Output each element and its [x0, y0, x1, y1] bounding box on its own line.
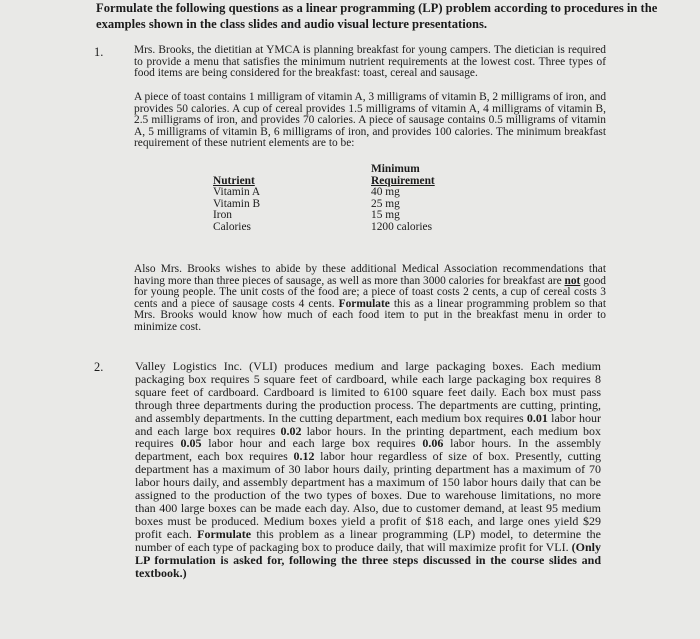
q2-bold-6: Formulate — [197, 526, 252, 541]
table-top-label: Minimum — [371, 163, 420, 175]
requirement-cell: 1200 calories — [371, 220, 433, 233]
question-2-number: 2. — [94, 360, 104, 374]
table-row — [213, 199, 491, 211]
q2-text-3: labor hours. In the printing department, each medium box requires — [135, 423, 602, 451]
nutrient-cell: Vitamin B — [213, 197, 261, 210]
requirement-col-header: Requirement — [371, 174, 435, 187]
requirement-cell: 25 mg — [371, 197, 400, 210]
question-1-number: 1. — [94, 45, 104, 59]
q2-text-4: labor hour and each large box requires — [201, 436, 423, 451]
q2-text-1: Valley Logistics Inc. (VLI) produces medium and large packaging boxes. Each medium packaging box requires 5 square feet of cardboard, while each large packaging box requires 8 square feet of cardboard. Cardboard is limited to 6100 square feet daily. Each box must pass through three departments during the production process. The departments are cutting, printing, and assembly departments. In the cutting department, each medium box requires — [135, 359, 601, 425]
q2-bold-3: 0.05 — [180, 436, 202, 451]
nutrient-col-header: Nutrient — [213, 174, 255, 187]
q1-para3-text-b: good for young people. The unit costs of the food are; a piece of toast costs 2 cents, a cup of cereal costs 3 cents and a piece of sausage costs 4 cents. — [134, 274, 606, 310]
question-2-paragraph — [135, 360, 601, 579]
table-row — [213, 210, 491, 222]
q2-bold-1: 0.01 — [526, 410, 548, 425]
nutrient-requirements-table — [213, 164, 491, 234]
requirement-cell: 15 mg — [371, 209, 400, 222]
q2-text-7: this problem as a linear programming (LP) model, to determine the number of each type of packaging box to produce daily, that will maximize profit for VLI. — [135, 526, 602, 554]
q2-bold-4: 0.06 — [422, 436, 444, 451]
q1-para3-text-a: Also Mrs. Brooks wishes to abide by these additional Medical Association recommendations that having more than three pieces of sausage, as well as more than 3000 calories for breakfast are — [134, 263, 606, 287]
q1-para3-formulate: Formulate — [338, 297, 390, 310]
requirement-cell: 40 mg — [371, 186, 400, 199]
question-1-paragraph-3 — [134, 264, 606, 334]
question-1-paragraph-2 — [134, 92, 606, 150]
nutrient-cell: Calories — [213, 220, 251, 233]
q2-bold-7: (Only LP formulation is asked for, following the three steps discussed in the course slides and textbook.) — [135, 539, 601, 580]
q2-bold-2: 0.02 — [280, 423, 302, 438]
question-1-paragraph-1: Mrs. Brooks, the dietitian at YMCA is planning breakfast for young campers. The dietician is required to provide a menu that satisfies the minimum nutrient requirements at the lowest cost. Three types of food items are being considered for the breakfast: toast, cereal and sausage. — [134, 44, 606, 80]
q1-para2-text: A piece of toast contains 1 milligram of vitamin A, 3 milligrams of vitamin B, 2 milligrams of iron, and provides 50 calories. A cup of cereal provides 1.5 milligrams of vitamin A, 4 milligrams of vitamin B, 2.5 milligrams of iron, and provides 70 calories. A piece of sausage contains 0.5 milligrams of vitamin A, 5 milligrams of vitamin B, 6 milligrams of iron, and provides 100 calories. The minimum breakfast requirement of these nutrient elements are to be: — [134, 91, 607, 150]
q1-para3-not: not — [564, 274, 581, 287]
q2-bold-5: 0.12 — [293, 449, 315, 464]
q1-para3-text-c: this as a linear programming problem so that Mrs. Brooks would know how much of each food item to put in the breakfast menu in order to minimize cost. — [134, 297, 606, 333]
q2-text-6: labor hour regardless of size of box. Presently, cutting department has a maximum of 30 labor hours daily, printing department has a maximum of 70 labor hours daily, and assembly department has a maximum of 150 labor hours daily that can be assigned to the production of the two types of boxes. Due to warehouse limitations, no more than 400 large boxes can be made each day. Also, due to customer demand, at least 95 medium boxes must be produced. Medium boxes yield a profit of $18 each, and large ones yield $29 profit each. — [135, 449, 602, 541]
table-row — [213, 222, 491, 234]
instructions-header: Formulate the following questions as a linear programming (LP) problem according to procedures in the examples shown in the class slides and audio visual lecture presentations. — [96, 1, 658, 31]
q2-text-5: labor hours. In the assembly department, each box requires — [135, 436, 602, 464]
nutrient-cell: Iron — [213, 209, 232, 222]
q2-text-2: labor hour and each large box requires — [135, 410, 601, 438]
nutrient-cell: Vitamin A — [213, 186, 261, 199]
